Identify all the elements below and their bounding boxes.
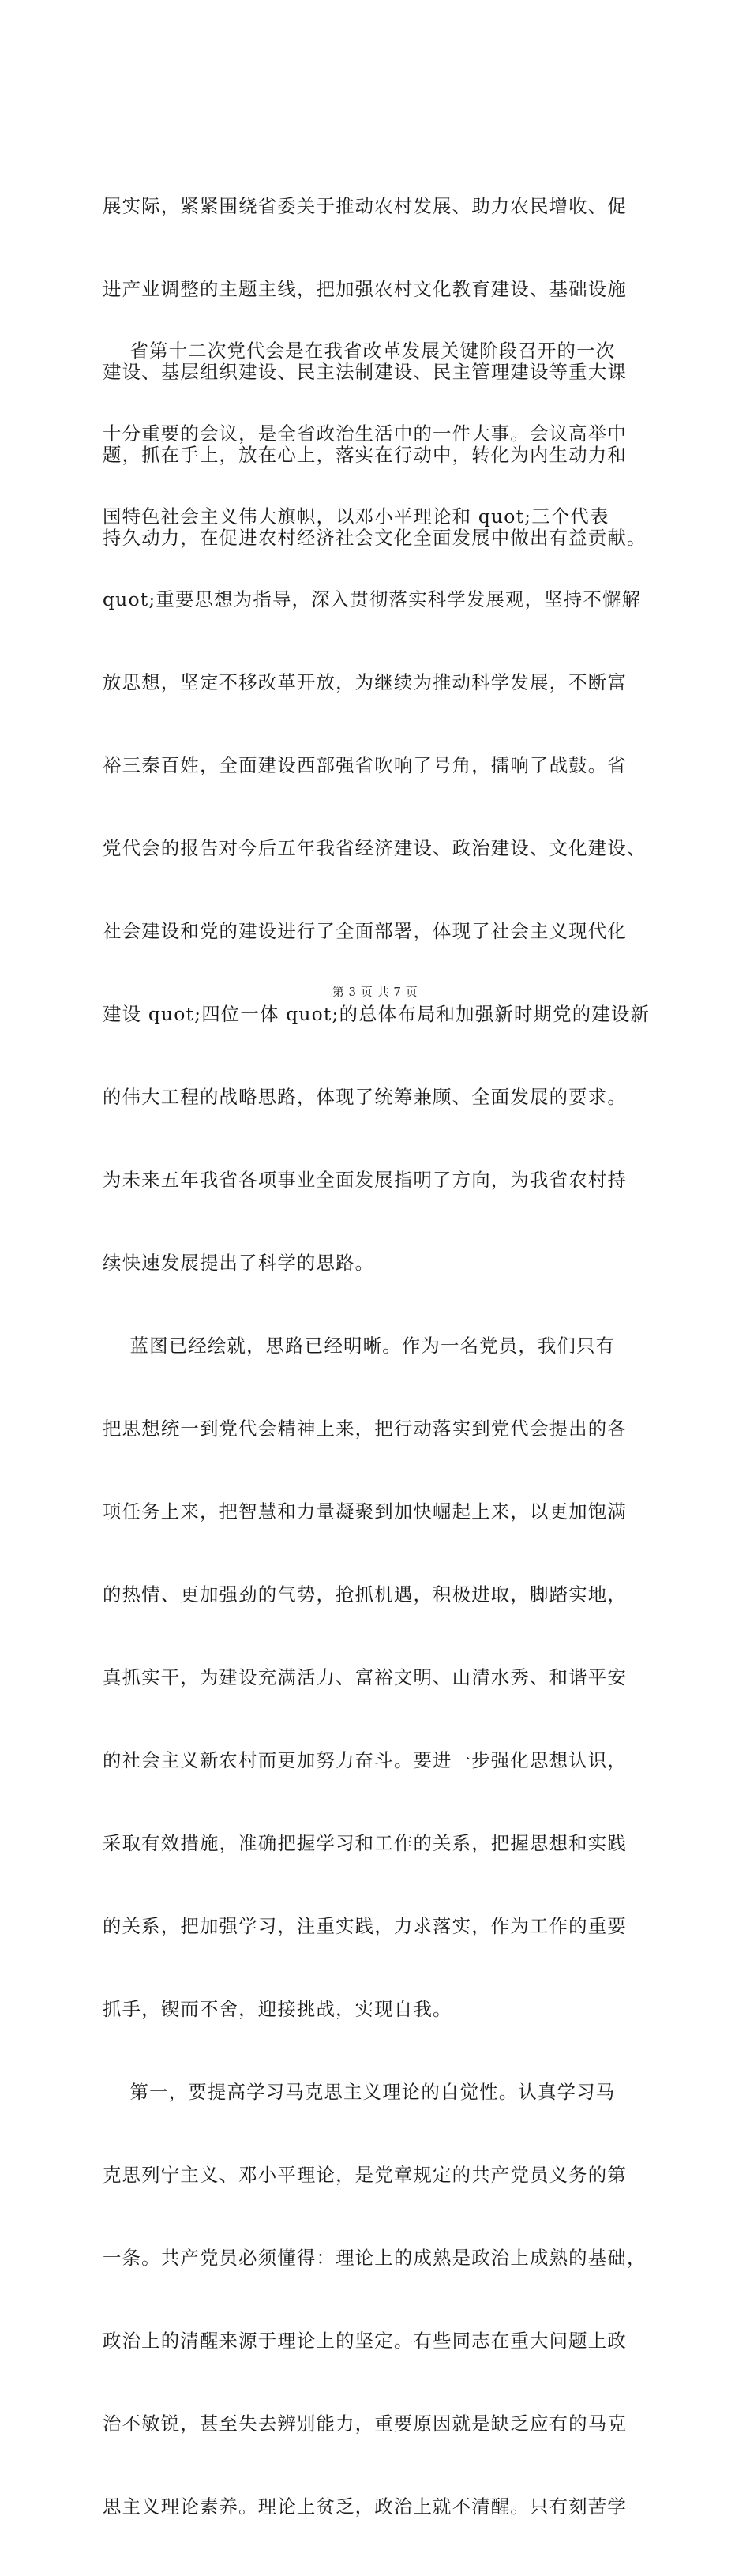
text-line: 的关系，把加强学习，注重实践，力求落实，作为工作的重要 [103,1915,627,1937]
text-line: 一条。共产党员必须懂得：理论上的成熟是政治上成熟的基础， [103,2247,647,2269]
text-line: 展实际，紧紧围绕省委关于推动农村发展、助力农民增收、促 [103,195,627,217]
text-line: 把思想统一到党代会精神上来，把行动落实到党代会提出的各 [103,1418,627,1440]
text-line: 进产业调整的主题主线，把加强农村文化教育建设、基础设施 [103,278,627,300]
text-line: 党代会的报告对今后五年我省经济建设、政治建设、文化建设、 [103,837,647,859]
text-line: 持久动力，在促进农村经济社会文化全面发展中做出有益贡献。 [103,527,647,549]
text-line: 续快速发展提出了科学的思路。 [103,1252,375,1274]
text-line: 国特色社会主义伟大旗帜，以邓小平理论和 quot;三个代表 [103,505,609,528]
text-line: 建设、基层组织建设、民主法制建设、民主管理建设等重大课 [103,361,627,383]
text-line: 社会建设和党的建设进行了全面部署，体现了社会主义现代化 [103,920,627,942]
text-line: 省第十二次党代会是在我省改革发展关键阶段召开的一次 [103,340,616,362]
text-line: 题，抓在手上，放在心上，落实在行动中，转化为内生动力和 [103,444,627,466]
text-line: 建设 quot;四位一体 quot;的总体布局和加强新时期党的建设新 [103,1003,651,1025]
text-line: 第一，要提高学习马克思主义理论的自觉性。认真学习马 [103,2081,616,2103]
text-line: 放思想，坚定不移改革开放，为继续为推动科学发展，不断富 [103,671,627,693]
text-line: 治不敏锐，甚至失去辨别能力，重要原因就是缺乏应有的马克 [103,2413,627,2435]
text-line: 克思列宁主义、邓小平理论，是党章规定的共产党员义务的第 [103,2164,627,2186]
text-line: 裕三秦百姓，全面建设西部强省吹响了号角，擂响了战鼓。省 [103,754,627,776]
text-line: quot;重要思想为指导，深入贯彻落实科学发展观，坚持不懈解 [103,588,642,610]
text-line: 抓手，锲而不舍，迎接挑战，实现自我。 [103,1998,452,2020]
text-line: 政治上的清醒来源于理论上的坚定。有些同志在重大问题上政 [103,2330,627,2352]
text-line: 的热情、更加强劲的气势，抢抓机遇，积极进取，脚踏实地， [103,1583,627,1605]
text-line: 项任务上来，把智慧和力量凝聚到加快崛起上来，以更加饱满 [103,1500,627,1523]
text-line: 蓝图已经绘就，思路已经明晰。作为一名党员，我们只有 [103,1335,616,1357]
text-line: 十分重要的会议，是全省政治生活中的一件大事。会议高举中 [103,422,627,445]
page-number-footer: 第 3 页 共 7 页 [332,985,418,999]
text-line: 思主义理论素养。理论上贫乏，政治上就不清醒。只有刻苦学 [103,2495,627,2518]
text-line: 的伟大工程的战略思路，体现了统筹兼顾、全面发展的要求。 [103,1086,627,1108]
text-line: 的社会主义新农村而更加努力奋斗。要进一步强化思想认识， [103,1749,627,1771]
text-line: 采取有效措施，准确把握学习和工作的关系，把握思想和实践 [103,1832,627,1854]
paragraph-block-main [103,282,655,2576]
text-line: 为未来五年我省各项事业全面发展指明了方向，为我省农村持 [103,1169,627,1191]
text-line: 真抓实干，为建设充满活力、富裕文明、山清水秀、和谐平安 [103,1666,627,1688]
